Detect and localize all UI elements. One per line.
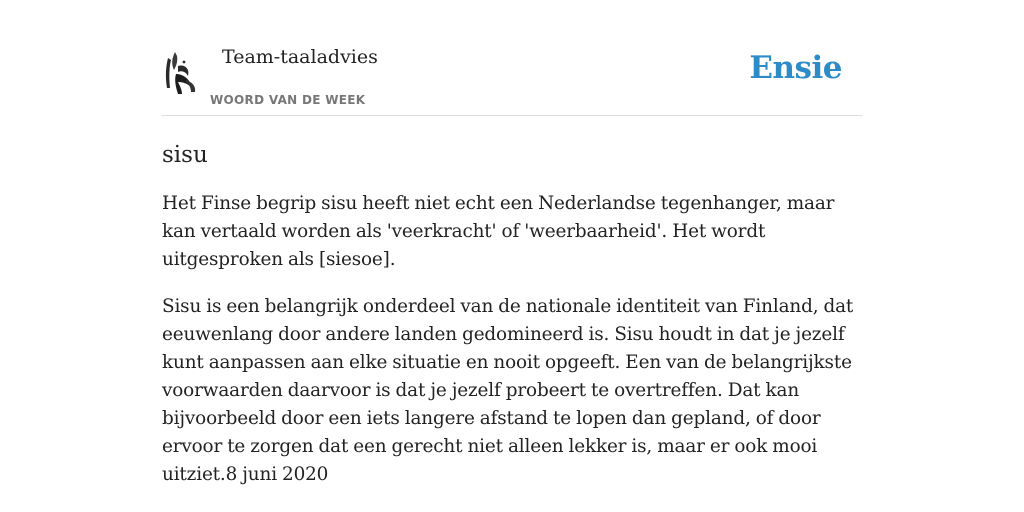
site-logo[interactable]: Ensie <box>749 50 842 86</box>
ensie-lion-logo-icon <box>162 48 202 96</box>
brand-name[interactable]: Team-taaladvies <box>222 46 378 68</box>
publication-date: 8 juni 2020 <box>225 464 329 485</box>
paragraph-text: Het Finse begrip sisu heeft niet echt een Nederlandse tegenhanger, maar kan vertaald worden als 'veerkracht' of 'weerbaarheid'. Het wordt uitgesproken als [siesoe]. <box>162 193 835 270</box>
paragraph-text: Sisu is een belangrijk onderdeel van de nationale identiteit van Finland, dat eeuwenlang door andere landen gedomineerd is. Sisu houdt in dat je jezelf kunt aanpassen aan elke situatie en nooit opgeeft. Een van de belangrijkste voorwaarden daarvoor is dat je jezelf probeert te overtreffen. Dat kan bijvoorbeeld door een iets langere afstand te lopen dan gepland, of door ervoor te zorgen dat een gerecht niet alleen lekker is, maar er ook mooi uitziet. <box>162 296 854 485</box>
word-title: sisu <box>162 142 208 168</box>
article-paragraph <box>162 190 862 274</box>
article-paragraph <box>162 293 862 489</box>
card-header <box>162 40 862 116</box>
word-card <box>162 40 862 489</box>
section-kicker: WOORD VAN DE WEEK <box>210 93 366 107</box>
